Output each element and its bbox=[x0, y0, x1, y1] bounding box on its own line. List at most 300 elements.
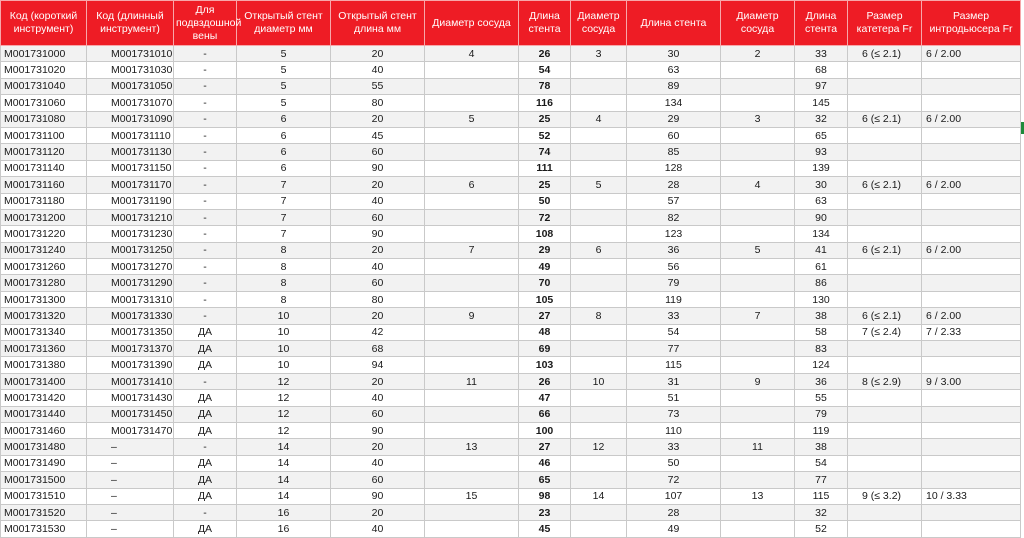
stent-diameter-cell[interactable]: 10 bbox=[237, 341, 331, 357]
short-code-cell[interactable]: M001731000 bbox=[1, 46, 87, 62]
catheter-size-cell[interactable] bbox=[848, 472, 922, 488]
stent-length-result-cell[interactable]: 103 bbox=[519, 357, 571, 373]
stent-length-cell[interactable]: 68 bbox=[331, 341, 425, 357]
iliac-vein-cell[interactable]: ДА bbox=[174, 521, 237, 537]
long-code-cell[interactable]: M001731250 bbox=[87, 242, 174, 258]
column-header[interactable]: Длина стента bbox=[519, 1, 571, 46]
vessel-diameter-cell[interactable] bbox=[425, 390, 519, 406]
long-code-cell[interactable]: M001731370 bbox=[87, 341, 174, 357]
stent-length-result-cell[interactable]: 54 bbox=[795, 455, 848, 471]
stent-length-result-cell[interactable]: 111 bbox=[519, 160, 571, 176]
iliac-vein-cell[interactable]: ДА bbox=[174, 357, 237, 373]
stent-length-result-cell[interactable]: 46 bbox=[519, 455, 571, 471]
introducer-size-cell[interactable] bbox=[922, 422, 1021, 438]
introducer-size-cell[interactable] bbox=[922, 62, 1021, 78]
long-code-cell[interactable]: M001731070 bbox=[87, 95, 174, 111]
stent-length-cell[interactable]: 40 bbox=[331, 62, 425, 78]
stent-length-cell[interactable]: 90 bbox=[331, 226, 425, 242]
stent-length-result-cell[interactable]: 56 bbox=[627, 259, 721, 275]
iliac-vein-cell[interactable]: - bbox=[174, 177, 237, 193]
iliac-vein-cell[interactable]: - bbox=[174, 504, 237, 520]
long-code-cell[interactable]: – bbox=[87, 504, 174, 520]
stent-length-result-cell[interactable]: 73 bbox=[627, 406, 721, 422]
stent-length-cell[interactable]: 55 bbox=[331, 78, 425, 94]
vessel-diameter-cell[interactable] bbox=[425, 127, 519, 143]
vessel-diameter-cell[interactable] bbox=[721, 472, 795, 488]
vessel-diameter-cell[interactable] bbox=[571, 226, 627, 242]
introducer-size-cell[interactable] bbox=[922, 127, 1021, 143]
vessel-diameter-cell[interactable] bbox=[425, 504, 519, 520]
iliac-vein-cell[interactable]: - bbox=[174, 193, 237, 209]
column-header[interactable]: Диаметр сосуда bbox=[571, 1, 627, 46]
iliac-vein-cell[interactable]: - bbox=[174, 209, 237, 225]
vessel-diameter-cell[interactable]: 3 bbox=[721, 111, 795, 127]
short-code-cell[interactable]: M001731100 bbox=[1, 127, 87, 143]
stent-length-result-cell[interactable]: 50 bbox=[519, 193, 571, 209]
stent-length-cell[interactable]: 20 bbox=[331, 439, 425, 455]
vessel-diameter-cell[interactable] bbox=[571, 275, 627, 291]
stent-length-result-cell[interactable]: 107 bbox=[627, 488, 721, 504]
stent-length-cell[interactable]: 20 bbox=[331, 177, 425, 193]
stent-length-result-cell[interactable]: 123 bbox=[627, 226, 721, 242]
long-code-cell[interactable]: M001731350 bbox=[87, 324, 174, 340]
long-code-cell[interactable]: M001731450 bbox=[87, 406, 174, 422]
column-header[interactable]: Код (короткий инструмент) bbox=[1, 1, 87, 46]
introducer-size-cell[interactable] bbox=[922, 95, 1021, 111]
stent-length-result-cell[interactable]: 72 bbox=[519, 209, 571, 225]
long-code-cell[interactable]: M001731290 bbox=[87, 275, 174, 291]
stent-length-result-cell[interactable]: 61 bbox=[795, 259, 848, 275]
short-code-cell[interactable]: M001731440 bbox=[1, 406, 87, 422]
introducer-size-cell[interactable] bbox=[922, 390, 1021, 406]
stent-diameter-cell[interactable]: 8 bbox=[237, 242, 331, 258]
short-code-cell[interactable]: M001731220 bbox=[1, 226, 87, 242]
stent-length-result-cell[interactable]: 86 bbox=[795, 275, 848, 291]
stent-length-result-cell[interactable]: 66 bbox=[519, 406, 571, 422]
vessel-diameter-cell[interactable] bbox=[571, 324, 627, 340]
vessel-diameter-cell[interactable] bbox=[425, 291, 519, 307]
stent-length-cell[interactable]: 80 bbox=[331, 95, 425, 111]
vessel-diameter-cell[interactable] bbox=[425, 275, 519, 291]
vessel-diameter-cell[interactable]: 9 bbox=[425, 308, 519, 324]
short-code-cell[interactable]: M001731040 bbox=[1, 78, 87, 94]
short-code-cell[interactable]: M001731380 bbox=[1, 357, 87, 373]
stent-length-result-cell[interactable]: 65 bbox=[795, 127, 848, 143]
stent-length-result-cell[interactable]: 83 bbox=[795, 341, 848, 357]
vessel-diameter-cell[interactable] bbox=[571, 62, 627, 78]
stent-length-cell[interactable]: 60 bbox=[331, 406, 425, 422]
vessel-diameter-cell[interactable] bbox=[571, 357, 627, 373]
vessel-diameter-cell[interactable] bbox=[571, 95, 627, 111]
long-code-cell[interactable]: M001731410 bbox=[87, 373, 174, 389]
vessel-diameter-cell[interactable]: 6 bbox=[425, 177, 519, 193]
stent-length-result-cell[interactable]: 33 bbox=[627, 308, 721, 324]
vessel-diameter-cell[interactable] bbox=[571, 193, 627, 209]
stent-length-result-cell[interactable]: 97 bbox=[795, 78, 848, 94]
stent-length-result-cell[interactable]: 33 bbox=[795, 46, 848, 62]
vessel-diameter-cell[interactable]: 5 bbox=[425, 111, 519, 127]
vessel-diameter-cell[interactable] bbox=[721, 275, 795, 291]
stent-length-cell[interactable]: 20 bbox=[331, 308, 425, 324]
vessel-diameter-cell[interactable] bbox=[571, 504, 627, 520]
vessel-diameter-cell[interactable]: 8 bbox=[571, 308, 627, 324]
vessel-diameter-cell[interactable] bbox=[425, 341, 519, 357]
stent-length-result-cell[interactable]: 74 bbox=[519, 144, 571, 160]
column-header[interactable]: Диаметр сосуда bbox=[721, 1, 795, 46]
stent-length-result-cell[interactable]: 30 bbox=[627, 46, 721, 62]
catheter-size-cell[interactable]: 8 (≤ 2.9) bbox=[848, 373, 922, 389]
stent-length-cell[interactable]: 90 bbox=[331, 488, 425, 504]
vessel-diameter-cell[interactable] bbox=[425, 324, 519, 340]
vessel-diameter-cell[interactable]: 15 bbox=[425, 488, 519, 504]
vessel-diameter-cell[interactable]: 7 bbox=[425, 242, 519, 258]
vessel-diameter-cell[interactable]: 5 bbox=[571, 177, 627, 193]
long-code-cell[interactable]: M001731010 bbox=[87, 46, 174, 62]
stent-length-result-cell[interactable]: 119 bbox=[795, 422, 848, 438]
vessel-diameter-cell[interactable]: 13 bbox=[425, 439, 519, 455]
vessel-diameter-cell[interactable] bbox=[425, 144, 519, 160]
stent-length-result-cell[interactable]: 31 bbox=[627, 373, 721, 389]
stent-diameter-cell[interactable]: 6 bbox=[237, 160, 331, 176]
vessel-diameter-cell[interactable]: 5 bbox=[721, 242, 795, 258]
short-code-cell[interactable]: M001731080 bbox=[1, 111, 87, 127]
stent-diameter-cell[interactable]: 14 bbox=[237, 472, 331, 488]
vessel-diameter-cell[interactable] bbox=[721, 406, 795, 422]
stent-length-result-cell[interactable]: 27 bbox=[519, 439, 571, 455]
vessel-diameter-cell[interactable]: 10 bbox=[571, 373, 627, 389]
catheter-size-cell[interactable] bbox=[848, 209, 922, 225]
long-code-cell[interactable]: M001731090 bbox=[87, 111, 174, 127]
iliac-vein-cell[interactable]: ДА bbox=[174, 488, 237, 504]
catheter-size-cell[interactable]: 7 (≤ 2.4) bbox=[848, 324, 922, 340]
catheter-size-cell[interactable] bbox=[848, 144, 922, 160]
stent-length-cell[interactable]: 45 bbox=[331, 127, 425, 143]
short-code-cell[interactable]: M001731120 bbox=[1, 144, 87, 160]
stent-diameter-cell[interactable]: 12 bbox=[237, 406, 331, 422]
vessel-diameter-cell[interactable] bbox=[425, 406, 519, 422]
stent-length-result-cell[interactable]: 33 bbox=[627, 439, 721, 455]
vessel-diameter-cell[interactable]: 11 bbox=[425, 373, 519, 389]
stent-diameter-cell[interactable]: 12 bbox=[237, 422, 331, 438]
stent-diameter-cell[interactable]: 8 bbox=[237, 259, 331, 275]
stent-length-result-cell[interactable]: 79 bbox=[627, 275, 721, 291]
stent-length-result-cell[interactable]: 63 bbox=[795, 193, 848, 209]
stent-length-result-cell[interactable]: 52 bbox=[519, 127, 571, 143]
stent-length-result-cell[interactable]: 55 bbox=[795, 390, 848, 406]
stent-length-result-cell[interactable]: 29 bbox=[519, 242, 571, 258]
short-code-cell[interactable]: M001731240 bbox=[1, 242, 87, 258]
iliac-vein-cell[interactable]: ДА bbox=[174, 324, 237, 340]
introducer-size-cell[interactable] bbox=[922, 259, 1021, 275]
stent-length-result-cell[interactable]: 124 bbox=[795, 357, 848, 373]
stent-length-result-cell[interactable]: 116 bbox=[519, 95, 571, 111]
catheter-size-cell[interactable] bbox=[848, 193, 922, 209]
stent-length-result-cell[interactable]: 139 bbox=[795, 160, 848, 176]
stent-length-result-cell[interactable]: 25 bbox=[519, 111, 571, 127]
short-code-cell[interactable]: M001731480 bbox=[1, 439, 87, 455]
iliac-vein-cell[interactable]: - bbox=[174, 259, 237, 275]
introducer-size-cell[interactable] bbox=[922, 226, 1021, 242]
catheter-size-cell[interactable] bbox=[848, 78, 922, 94]
long-code-cell[interactable]: M001731170 bbox=[87, 177, 174, 193]
stent-diameter-cell[interactable]: 14 bbox=[237, 439, 331, 455]
vessel-diameter-cell[interactable] bbox=[425, 226, 519, 242]
vessel-diameter-cell[interactable] bbox=[721, 357, 795, 373]
introducer-size-cell[interactable] bbox=[922, 341, 1021, 357]
iliac-vein-cell[interactable]: ДА bbox=[174, 341, 237, 357]
stent-length-result-cell[interactable]: 60 bbox=[627, 127, 721, 143]
stent-diameter-cell[interactable]: 7 bbox=[237, 177, 331, 193]
iliac-vein-cell[interactable]: - bbox=[174, 62, 237, 78]
long-code-cell[interactable]: M001731030 bbox=[87, 62, 174, 78]
stent-length-result-cell[interactable]: 41 bbox=[795, 242, 848, 258]
stent-length-result-cell[interactable]: 51 bbox=[627, 390, 721, 406]
short-code-cell[interactable]: M001731500 bbox=[1, 472, 87, 488]
vessel-diameter-cell[interactable]: 7 bbox=[721, 308, 795, 324]
vessel-diameter-cell[interactable]: 4 bbox=[425, 46, 519, 62]
stent-length-result-cell[interactable]: 130 bbox=[795, 291, 848, 307]
stent-length-result-cell[interactable]: 28 bbox=[627, 177, 721, 193]
short-code-cell[interactable]: M001731320 bbox=[1, 308, 87, 324]
vessel-diameter-cell[interactable]: 9 bbox=[721, 373, 795, 389]
vessel-diameter-cell[interactable] bbox=[425, 193, 519, 209]
vessel-diameter-cell[interactable] bbox=[425, 472, 519, 488]
stent-diameter-cell[interactable]: 6 bbox=[237, 111, 331, 127]
vessel-diameter-cell[interactable] bbox=[721, 144, 795, 160]
stent-length-result-cell[interactable]: 57 bbox=[627, 193, 721, 209]
vessel-diameter-cell[interactable] bbox=[425, 422, 519, 438]
stent-length-result-cell[interactable]: 32 bbox=[795, 111, 848, 127]
introducer-size-cell[interactable] bbox=[922, 455, 1021, 471]
vessel-diameter-cell[interactable] bbox=[721, 193, 795, 209]
stent-length-result-cell[interactable]: 38 bbox=[795, 439, 848, 455]
iliac-vein-cell[interactable]: ДА bbox=[174, 390, 237, 406]
stent-length-cell[interactable]: 60 bbox=[331, 144, 425, 160]
iliac-vein-cell[interactable]: - bbox=[174, 127, 237, 143]
stent-diameter-cell[interactable]: 5 bbox=[237, 95, 331, 111]
stent-diameter-cell[interactable]: 16 bbox=[237, 504, 331, 520]
iliac-vein-cell[interactable]: - bbox=[174, 95, 237, 111]
vessel-diameter-cell[interactable] bbox=[425, 62, 519, 78]
stent-length-cell[interactable]: 20 bbox=[331, 373, 425, 389]
column-header[interactable]: Длина стента bbox=[795, 1, 848, 46]
column-header[interactable]: Открытый стент длина мм bbox=[331, 1, 425, 46]
stent-length-cell[interactable]: 60 bbox=[331, 275, 425, 291]
long-code-cell[interactable]: – bbox=[87, 439, 174, 455]
introducer-size-cell[interactable] bbox=[922, 209, 1021, 225]
stent-length-result-cell[interactable]: 38 bbox=[795, 308, 848, 324]
stent-length-result-cell[interactable]: 85 bbox=[627, 144, 721, 160]
introducer-size-cell[interactable]: 6 / 2.00 bbox=[922, 242, 1021, 258]
long-code-cell[interactable]: M001731130 bbox=[87, 144, 174, 160]
iliac-vein-cell[interactable]: - bbox=[174, 373, 237, 389]
stent-diameter-cell[interactable]: 6 bbox=[237, 127, 331, 143]
vessel-diameter-cell[interactable] bbox=[721, 62, 795, 78]
stent-length-cell[interactable]: 60 bbox=[331, 472, 425, 488]
catheter-size-cell[interactable] bbox=[848, 455, 922, 471]
vessel-diameter-cell[interactable] bbox=[571, 291, 627, 307]
vessel-diameter-cell[interactable] bbox=[571, 455, 627, 471]
stent-length-result-cell[interactable]: 77 bbox=[627, 341, 721, 357]
stent-length-result-cell[interactable]: 63 bbox=[627, 62, 721, 78]
stent-length-result-cell[interactable]: 108 bbox=[519, 226, 571, 242]
iliac-vein-cell[interactable]: - bbox=[174, 242, 237, 258]
stent-length-result-cell[interactable]: 78 bbox=[519, 78, 571, 94]
stent-length-result-cell[interactable]: 36 bbox=[627, 242, 721, 258]
vessel-diameter-cell[interactable]: 2 bbox=[721, 46, 795, 62]
vessel-diameter-cell[interactable] bbox=[425, 95, 519, 111]
stent-length-cell[interactable]: 90 bbox=[331, 422, 425, 438]
stent-length-result-cell[interactable]: 48 bbox=[519, 324, 571, 340]
stent-length-result-cell[interactable]: 27 bbox=[519, 308, 571, 324]
stent-length-result-cell[interactable]: 128 bbox=[627, 160, 721, 176]
long-code-cell[interactable]: M001731050 bbox=[87, 78, 174, 94]
stent-diameter-cell[interactable]: 7 bbox=[237, 193, 331, 209]
short-code-cell[interactable]: M001731200 bbox=[1, 209, 87, 225]
stent-diameter-cell[interactable]: 8 bbox=[237, 291, 331, 307]
vessel-diameter-cell[interactable] bbox=[721, 226, 795, 242]
stent-length-result-cell[interactable]: 105 bbox=[519, 291, 571, 307]
iliac-vein-cell[interactable]: ДА bbox=[174, 422, 237, 438]
vessel-diameter-cell[interactable] bbox=[721, 341, 795, 357]
stent-length-result-cell[interactable]: 115 bbox=[795, 488, 848, 504]
long-code-cell[interactable]: M001731270 bbox=[87, 259, 174, 275]
introducer-size-cell[interactable]: 6 / 2.00 bbox=[922, 111, 1021, 127]
introducer-size-cell[interactable] bbox=[922, 439, 1021, 455]
short-code-cell[interactable]: M001731160 bbox=[1, 177, 87, 193]
stent-length-result-cell[interactable]: 49 bbox=[627, 521, 721, 537]
introducer-size-cell[interactable]: 6 / 2.00 bbox=[922, 46, 1021, 62]
catheter-size-cell[interactable] bbox=[848, 341, 922, 357]
vessel-diameter-cell[interactable] bbox=[721, 390, 795, 406]
short-code-cell[interactable]: M001731530 bbox=[1, 521, 87, 537]
stent-length-result-cell[interactable]: 45 bbox=[519, 521, 571, 537]
catheter-size-cell[interactable] bbox=[848, 390, 922, 406]
column-header[interactable]: Код (длинный инструмент) bbox=[87, 1, 174, 46]
stent-diameter-cell[interactable]: 14 bbox=[237, 455, 331, 471]
stent-length-result-cell[interactable]: 134 bbox=[795, 226, 848, 242]
stent-length-result-cell[interactable]: 32 bbox=[795, 504, 848, 520]
stent-length-result-cell[interactable]: 77 bbox=[795, 472, 848, 488]
vessel-diameter-cell[interactable] bbox=[721, 127, 795, 143]
iliac-vein-cell[interactable]: - bbox=[174, 111, 237, 127]
stent-length-cell[interactable]: 20 bbox=[331, 46, 425, 62]
stent-length-result-cell[interactable]: 115 bbox=[627, 357, 721, 373]
vessel-diameter-cell[interactable] bbox=[721, 209, 795, 225]
stent-diameter-cell[interactable]: 12 bbox=[237, 390, 331, 406]
vessel-diameter-cell[interactable] bbox=[425, 259, 519, 275]
introducer-size-cell[interactable]: 10 / 3.33 bbox=[922, 488, 1021, 504]
stent-length-result-cell[interactable]: 49 bbox=[519, 259, 571, 275]
vessel-diameter-cell[interactable] bbox=[425, 357, 519, 373]
stent-length-cell[interactable]: 20 bbox=[331, 111, 425, 127]
long-code-cell[interactable]: M001731210 bbox=[87, 209, 174, 225]
short-code-cell[interactable]: M001731520 bbox=[1, 504, 87, 520]
stent-diameter-cell[interactable]: 16 bbox=[237, 521, 331, 537]
column-header[interactable]: Открытый стент диаметр мм bbox=[237, 1, 331, 46]
stent-length-cell[interactable]: 40 bbox=[331, 521, 425, 537]
introducer-size-cell[interactable]: 7 / 2.33 bbox=[922, 324, 1021, 340]
stent-length-result-cell[interactable]: 23 bbox=[519, 504, 571, 520]
vessel-diameter-cell[interactable] bbox=[721, 291, 795, 307]
stent-length-result-cell[interactable]: 54 bbox=[519, 62, 571, 78]
stent-length-result-cell[interactable]: 89 bbox=[627, 78, 721, 94]
vessel-diameter-cell[interactable] bbox=[571, 160, 627, 176]
stent-length-result-cell[interactable]: 36 bbox=[795, 373, 848, 389]
long-code-cell[interactable]: M001731330 bbox=[87, 308, 174, 324]
introducer-size-cell[interactable] bbox=[922, 144, 1021, 160]
column-header[interactable]: Размер катетера Fr bbox=[848, 1, 922, 46]
short-code-cell[interactable]: M001731340 bbox=[1, 324, 87, 340]
catheter-size-cell[interactable] bbox=[848, 504, 922, 520]
catheter-size-cell[interactable] bbox=[848, 127, 922, 143]
vessel-diameter-cell[interactable] bbox=[571, 422, 627, 438]
vessel-diameter-cell[interactable]: 12 bbox=[571, 439, 627, 455]
stent-length-result-cell[interactable]: 54 bbox=[627, 324, 721, 340]
stent-length-result-cell[interactable]: 90 bbox=[795, 209, 848, 225]
iliac-vein-cell[interactable]: ДА bbox=[174, 455, 237, 471]
stent-length-result-cell[interactable]: 145 bbox=[795, 95, 848, 111]
catheter-size-cell[interactable] bbox=[848, 422, 922, 438]
vessel-diameter-cell[interactable] bbox=[571, 406, 627, 422]
catheter-size-cell[interactable]: 9 (≤ 3.2) bbox=[848, 488, 922, 504]
introducer-size-cell[interactable] bbox=[922, 160, 1021, 176]
vessel-diameter-cell[interactable] bbox=[721, 95, 795, 111]
stent-length-cell[interactable]: 94 bbox=[331, 357, 425, 373]
introducer-size-cell[interactable] bbox=[922, 291, 1021, 307]
stent-length-result-cell[interactable]: 65 bbox=[519, 472, 571, 488]
short-code-cell[interactable]: M001731420 bbox=[1, 390, 87, 406]
catheter-size-cell[interactable] bbox=[848, 291, 922, 307]
vessel-diameter-cell[interactable] bbox=[571, 472, 627, 488]
iliac-vein-cell[interactable]: - bbox=[174, 308, 237, 324]
column-header[interactable]: Размер интродьюсера Fr bbox=[922, 1, 1021, 46]
introducer-size-cell[interactable]: 6 / 2.00 bbox=[922, 177, 1021, 193]
catheter-size-cell[interactable]: 6 (≤ 2.1) bbox=[848, 242, 922, 258]
stent-length-cell[interactable]: 42 bbox=[331, 324, 425, 340]
introducer-size-cell[interactable] bbox=[922, 275, 1021, 291]
stent-length-result-cell[interactable]: 30 bbox=[795, 177, 848, 193]
vessel-diameter-cell[interactable] bbox=[721, 259, 795, 275]
stent-diameter-cell[interactable]: 7 bbox=[237, 226, 331, 242]
column-header[interactable]: Диаметр сосуда bbox=[425, 1, 519, 46]
short-code-cell[interactable]: M001731510 bbox=[1, 488, 87, 504]
stent-length-cell[interactable]: 20 bbox=[331, 242, 425, 258]
stent-diameter-cell[interactable]: 5 bbox=[237, 78, 331, 94]
catheter-size-cell[interactable] bbox=[848, 62, 922, 78]
stent-length-result-cell[interactable]: 68 bbox=[795, 62, 848, 78]
stent-length-result-cell[interactable]: 82 bbox=[627, 209, 721, 225]
stent-length-cell[interactable]: 40 bbox=[331, 259, 425, 275]
iliac-vein-cell[interactable]: - bbox=[174, 275, 237, 291]
vessel-diameter-cell[interactable]: 6 bbox=[571, 242, 627, 258]
long-code-cell[interactable]: M001731430 bbox=[87, 390, 174, 406]
vessel-diameter-cell[interactable] bbox=[571, 127, 627, 143]
vessel-diameter-cell[interactable]: 3 bbox=[571, 46, 627, 62]
long-code-cell[interactable]: – bbox=[87, 521, 174, 537]
vessel-diameter-cell[interactable] bbox=[425, 209, 519, 225]
introducer-size-cell[interactable] bbox=[922, 521, 1021, 537]
vessel-diameter-cell[interactable] bbox=[571, 521, 627, 537]
short-code-cell[interactable]: M001731280 bbox=[1, 275, 87, 291]
stent-length-result-cell[interactable]: 25 bbox=[519, 177, 571, 193]
catheter-size-cell[interactable]: 6 (≤ 2.1) bbox=[848, 177, 922, 193]
introducer-size-cell[interactable]: 6 / 2.00 bbox=[922, 308, 1021, 324]
introducer-size-cell[interactable] bbox=[922, 472, 1021, 488]
vessel-diameter-cell[interactable]: 11 bbox=[721, 439, 795, 455]
vessel-diameter-cell[interactable] bbox=[571, 144, 627, 160]
vessel-diameter-cell[interactable]: 4 bbox=[571, 111, 627, 127]
